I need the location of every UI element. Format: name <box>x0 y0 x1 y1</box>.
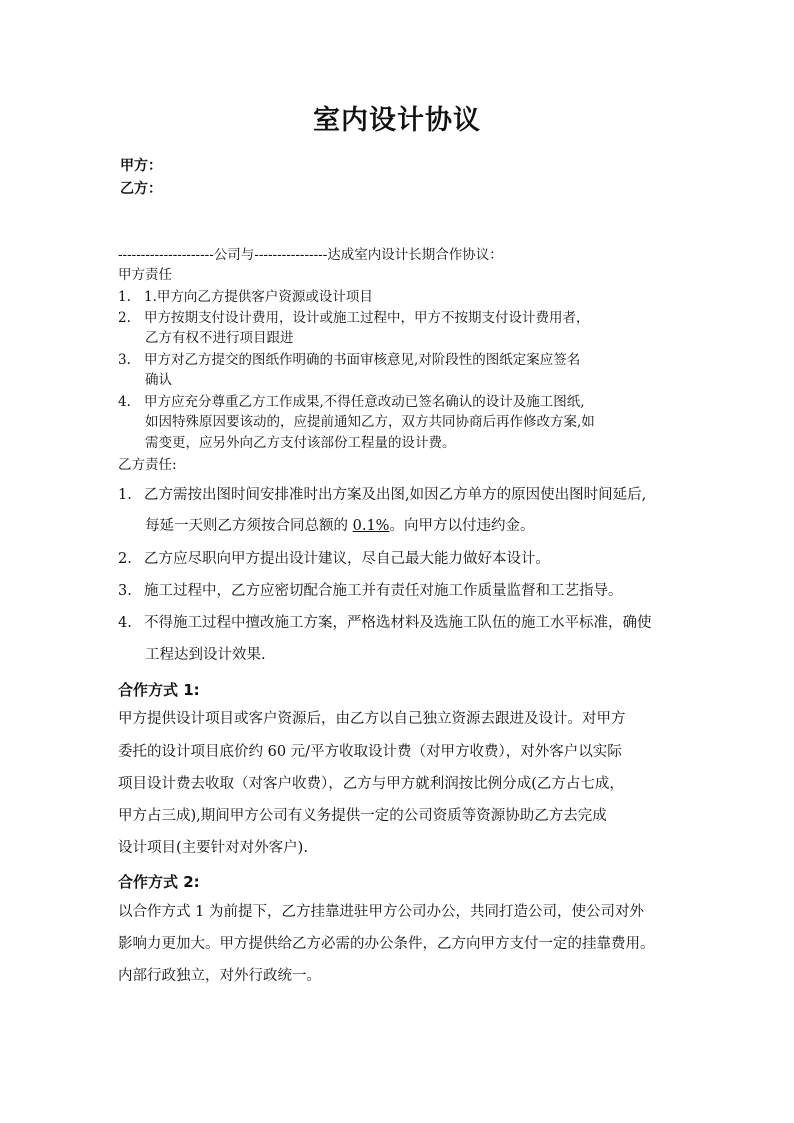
item-number: 3. <box>118 352 131 368</box>
party-a-responsibility-heading: 甲方责任 <box>118 267 172 283</box>
item-text: 施工过程中，乙方应密切配合施工并有责任对施工作质量监督和工艺指导。 <box>144 583 623 599</box>
item-number: 4. <box>118 394 131 410</box>
party-a-label: 甲方： <box>120 158 162 174</box>
penalty-rate: 0.1% <box>352 518 390 534</box>
party-b-label: 乙方： <box>120 181 162 197</box>
party-a-item-1 <box>118 288 373 306</box>
mode-1-line: 委托的设计项目底价约 60 元/平方收取设计费（对甲方收费），对外客户以实际 <box>118 744 622 760</box>
party-a-item-3 <box>118 351 580 369</box>
party-b-item-2 <box>118 549 550 569</box>
mode-1-line: 甲方提供设计项目或客户资源后，由乙方以自己独立资源去跟进及设计。对甲方 <box>118 711 626 727</box>
mode-1-line: 甲方占三成),期间甲方公司有义务提供一定的公司资质等资源协助乙方去完成 <box>118 808 607 824</box>
item-text: 。向甲方以付违约金。 <box>389 518 535 534</box>
party-b-item-4-cont: 工程达到设计效果. <box>145 647 266 663</box>
mode-2-line: 内部行政独立，对外行政统一。 <box>118 968 321 984</box>
item-text: 甲方对乙方提交的图纸作明确的书面审核意见,对阶段性的图纸定案应签名 <box>144 352 581 368</box>
item-text: 1.甲方向乙方提供客户资源或设计项目 <box>144 289 373 305</box>
party-a-item-4-cont-1: 如因特殊原因要该动的，应提前通知乙方，双方共同协商后再作修改方案,如 <box>145 414 595 430</box>
cooperation-mode-1-heading: 合作方式 1: <box>118 681 200 699</box>
party-b-item-4 <box>118 613 652 633</box>
item-text: 甲方应充分尊重乙方工作成果,不得任意改动已签名确认的设计及施工图纸, <box>144 394 585 410</box>
agreement-intro: ---------------------公司与----------------达成室内设计长期合作协议： <box>118 247 503 263</box>
item-number: 3. <box>118 583 132 599</box>
item-text: 不得施工过程中擅改施工方案，严格选材料及选施工队伍的施工水平标准，确使 <box>144 615 652 631</box>
party-b-item-3 <box>118 581 623 601</box>
item-number: 2. <box>118 310 131 326</box>
party-b-item-1-cont <box>145 516 534 536</box>
mode-1-line: 项目设计费去收取（对客户收费），乙方与甲方就利润按比例分成(乙方占七成， <box>118 776 624 792</box>
item-number: 1. <box>118 487 132 503</box>
item-number: 4. <box>118 615 132 631</box>
item-text: 乙方需按出图时间安排准时出方案及出图,如因乙方单方的原因使出图时间延后, <box>144 487 647 503</box>
mode-2-line: 以合作方式 1 为前提下，乙方挂靠进驻甲方公司办公，共同打造公司，使公司对外 <box>118 904 644 920</box>
item-number: 2. <box>118 551 132 567</box>
party-b-item-1 <box>118 485 646 505</box>
party-b-responsibility-heading: 乙方责任: <box>118 457 177 473</box>
party-a-item-4 <box>118 393 585 411</box>
party-a-item-2 <box>118 309 590 327</box>
mode-1-line: 设计项目(主要针对对外客户). <box>118 840 308 856</box>
item-text: 甲方按期支付设计费用，设计或施工过程中，甲方不按期支付设计费用者， <box>144 310 590 326</box>
item-text: 乙方应尽职向甲方提出设计建议，尽自己最大能力做好本设计。 <box>144 551 550 567</box>
document-title: 室内设计协议 <box>313 105 481 136</box>
party-a-item-2-cont: 乙方有权不进行项目跟进 <box>145 330 294 346</box>
cooperation-mode-2-heading: 合作方式 2: <box>118 873 200 891</box>
party-a-item-4-cont-2: 需变更，应另外向乙方支付该部份工程量的设计费。 <box>145 435 456 451</box>
item-text: 每延一天则乙方须按合同总额的 <box>145 518 353 534</box>
item-number: 1. <box>118 289 131 305</box>
mode-2-line: 影响力更加大。甲方提供给乙方必需的办公条件，乙方向甲方支付一定的挂靠费用。 <box>118 936 655 952</box>
party-a-item-3-cont: 确认 <box>145 372 172 388</box>
